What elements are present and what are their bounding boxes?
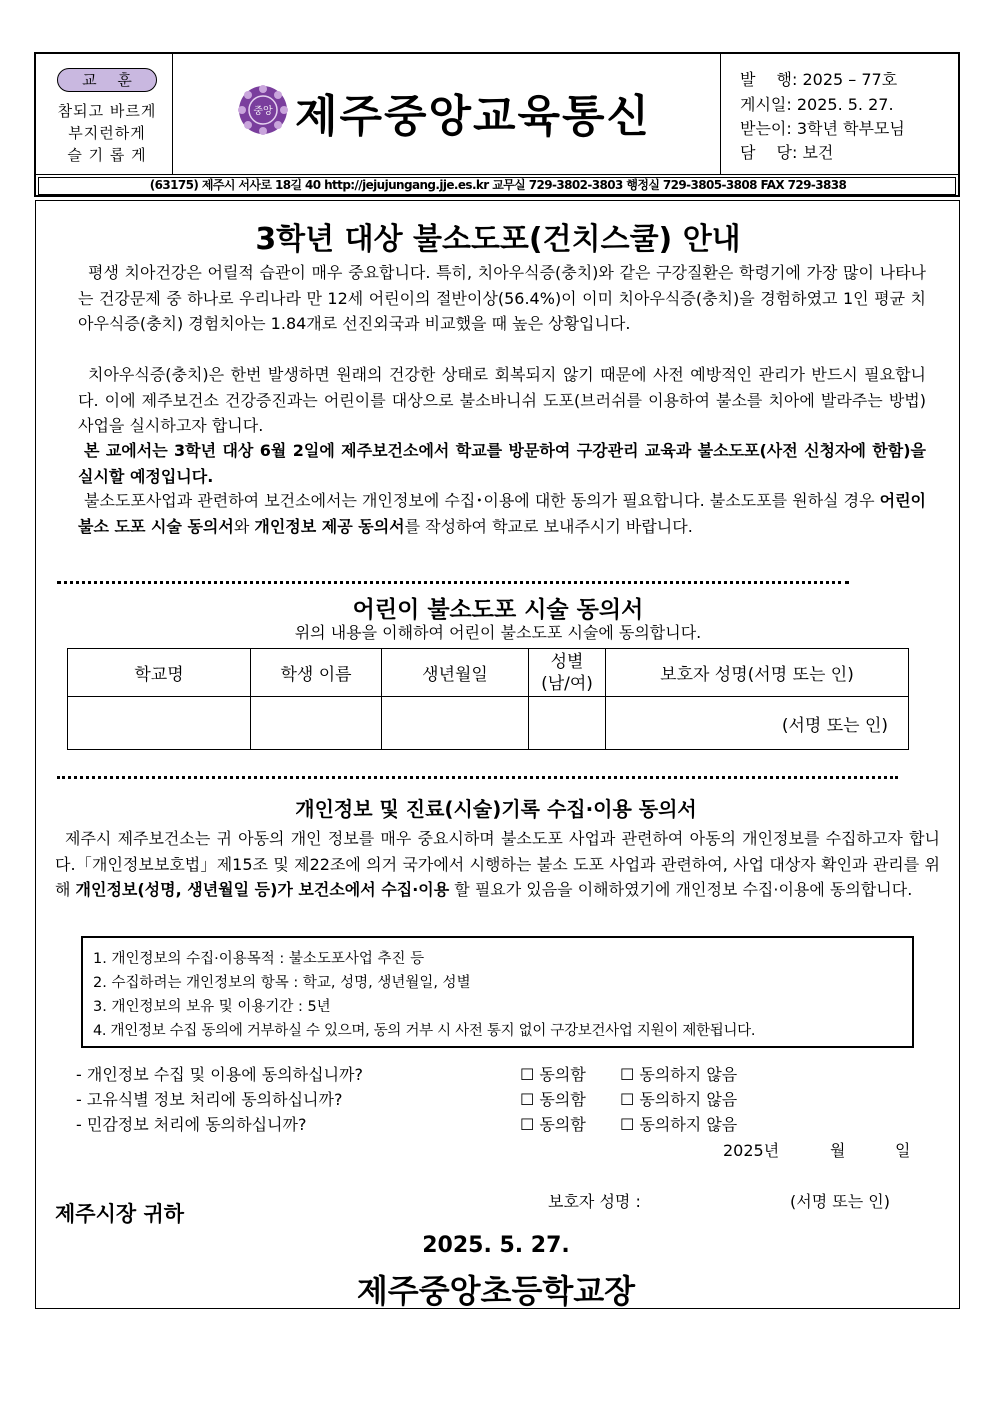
date-month: 월 <box>830 1141 846 1160</box>
principal-name: 제주중앙초등학교장 <box>356 1272 636 1310</box>
privacy-title: 개인정보 및 진료(시술)기록 수집·이용 동의서 <box>295 797 697 821</box>
info-item-refusal: 4. 개인정보 수집 동의에 거부하실 수 있으며, 동의 거부 시 사전 통지 없이 구강보건사업 지원이 제한됩니다. <box>93 1023 756 1039</box>
question-privacy: - 개인정보 수집 및 이용에 동의하십니까? <box>76 1065 363 1084</box>
gender-input[interactable] <box>529 697 606 750</box>
header-guardian: 보호자 성명(서명 또는 인) <box>606 649 909 697</box>
header-school: 학교명 <box>68 649 251 697</box>
guardian-name-label: 보호자 성명 : <box>548 1192 641 1211</box>
question-sensitive: - 민감정보 처리에 동의하십니까? <box>76 1115 307 1134</box>
info-item-retention: 3. 개인정보의 보유 및 이용기간 : 5년 <box>93 999 331 1015</box>
notice-paragraph-2: 치아우식증(충치)은 한번 발생하면 원래의 건강한 상태로 회복되지 않기 때문에 사전 예방적인 관리가 반드시 필요합니다. 이에 제주보건소 건강증진과는 어린이를 대상으로 불소바니쉬 도포(브러쉬를 이용하여 불소를 치아에 발라주는 방법)사업을 실시하고자 합니다. <box>78 365 926 436</box>
question-unique-id: - 고유식별 정보 처리에 동의하십니까? <box>76 1090 343 1109</box>
meta-recipient: 받는이: 3학년 학부모님 <box>740 119 905 138</box>
motto-line-1: 참되고 바르게 <box>57 102 157 120</box>
divider-dotted-2 <box>57 776 898 779</box>
school-address: (63175) 제주시 서사로 18길 40 http://jejujungang.jje.es.kr 교무실 729-3802-3803 행정실 729-3805-3808 FAX 729-3838 <box>149 178 847 192</box>
meta-author: 담 당: 보건 <box>740 143 834 162</box>
disagree-checkbox-1[interactable]: ☐ 동의하지 않음 <box>620 1065 738 1084</box>
consent-title: 어린이 불소도포 시술 동의서 <box>352 597 644 623</box>
consent-table <box>67 648 909 750</box>
disagree-checkbox-2[interactable]: ☐ 동의하지 않음 <box>620 1090 738 1109</box>
guardian-signature[interactable]: (서명 또는 인) <box>790 1192 890 1211</box>
birthdate-input[interactable] <box>382 697 529 750</box>
header-divider <box>36 174 958 176</box>
disagree-checkbox-3[interactable]: ☐ 동의하지 않음 <box>620 1115 738 1134</box>
emblem-text: 중앙 <box>253 106 273 117</box>
agree-checkbox-1[interactable]: ☐ 동의함 <box>520 1065 586 1084</box>
school-emblem-icon <box>237 84 289 136</box>
agree-checkbox-2[interactable]: ☐ 동의함 <box>520 1090 586 1109</box>
meta-date: 게시일: 2025. 5. 27. <box>740 95 894 114</box>
notice-paragraph-1: 평생 치아건강은 어릴적 습관이 매우 중요합니다. 특히, 치아우식증(충치)와 같은 구강질환은 학령기에 가장 많이 나타나는 건강문제 중 하나로 우리나라 만 12세 어린이의 절반이상(56.4%)이 이미 치아우식증(충치)을 경험하였고 1인 평균 치아우식증(충치) 경험치아는 1.84개로 선진외국과 비교했을 때 높은 상황입니다. <box>78 263 926 334</box>
header-birthdate: 생년월일 <box>382 649 529 697</box>
newsletter-title: 제주중앙교육통신 <box>295 91 652 142</box>
info-item-purpose: 1. 개인정보의 수집·이용목적 : 불소도포사업 추진 등 <box>93 951 425 967</box>
motto-title: 교 훈 <box>57 68 157 92</box>
addressee: 제주시장 귀하 <box>55 1202 185 1226</box>
school-input[interactable] <box>68 697 251 750</box>
header-student-name: 학생 이름 <box>251 649 382 697</box>
notice-title: 3학년 대상 불소도포(건치스쿨) 안내 <box>255 222 741 257</box>
header-gender: 성별 (남/여) <box>529 649 606 697</box>
privacy-info-box <box>81 936 914 1048</box>
consent-subtitle: 위의 내용을 이해하여 어린이 불소도포 시술에 동의합니다. <box>294 623 702 642</box>
divider-dotted-1 <box>57 581 849 584</box>
motto-line-2: 부지런하게 <box>68 124 146 142</box>
date-year: 2025년 <box>723 1141 780 1160</box>
motto-line-3: 슬 기 롭 게 <box>67 146 147 164</box>
date-day: 일 <box>895 1141 911 1160</box>
meta-issue: 발 행: 2025 – 77호 <box>740 70 898 89</box>
notice-paragraph-3: 본 교에서는 3학년 대상 6월 2일에 제주보건소에서 학교를 방문하여 구강관리 교육과 불소도포(사전 신청자에 한함)을 실시할 예정입니다. <box>78 441 926 486</box>
guardian-signature-input[interactable]: (서명 또는 인) <box>606 697 909 750</box>
agree-checkbox-3[interactable]: ☐ 동의함 <box>520 1115 586 1134</box>
info-item-fields: 2. 수집하려는 개인정보의 항목 : 학교, 성명, 생년월일, 성별 <box>93 975 471 991</box>
notice-paragraph-4: 불소도포사업과 관련하여 보건소에서는 개인정보에 수집･이용에 대한 동의가 필요합니다. 불소도포를 원하실 경우 어린이 불소 도포 시술 동의서와 개인정보 제공 동의서를 작성하여 학교로 보내주시기 바랍니다. <box>78 491 926 536</box>
privacy-paragraph: 제주시 제주보건소는 귀 아동의 개인 정보를 매우 중요시하며 불소도포 사업과 관련하여 아동의 개인정보를 수집하고자 합니다.「개인정보보호법」제15조 및 제22조에 의거 국가에서 시행하는 불소 도포 사업과 관련하여, 사업 대상자 확인과 관리를 위해 개인정보(성명, 생년월일 등)가 보건소에서 수집·이용 할 필요가 있음을 이해하였기에 개인정보 수집·이용에 동의합니다. <box>55 829 940 900</box>
student-name-input[interactable] <box>251 697 382 750</box>
footer-date: 2025. 5. 27. <box>422 1233 570 1258</box>
